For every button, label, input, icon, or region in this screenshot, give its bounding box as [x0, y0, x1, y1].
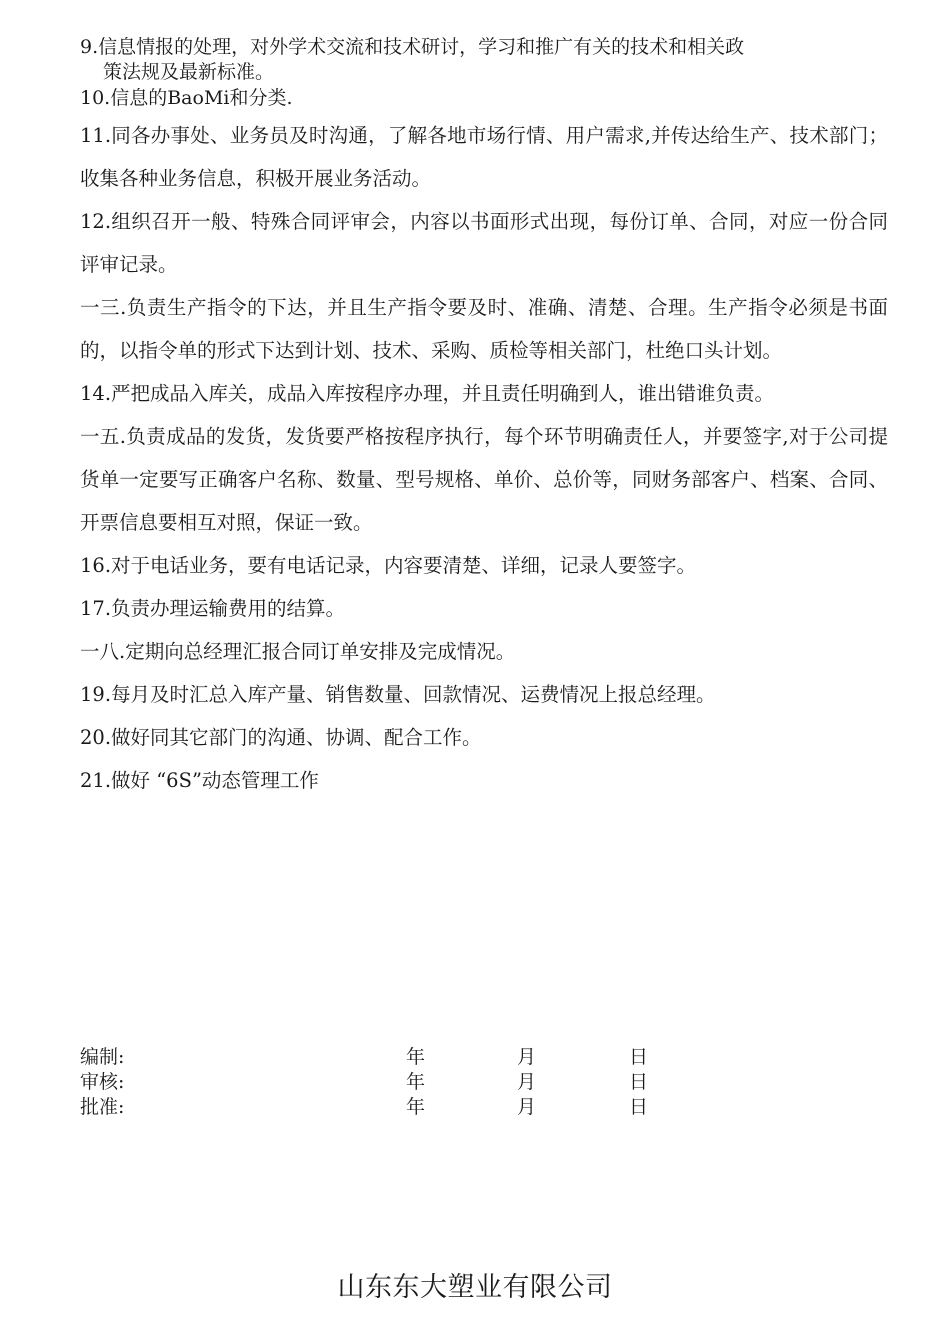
list-item: 21.做好 “6S”动态管理工作: [80, 769, 319, 792]
signoff-label: 批准:: [80, 1096, 125, 1118]
list-item: 一三.负责生产指令的下达，并且生产指令要及时、准确、清楚、合理。生产指令必须是书面的，以指令单的形式下达到计划、技术、采购、质检等相关部门，杜绝口头计划。: [80, 296, 888, 362]
signoff-day: 日: [629, 1071, 649, 1093]
list-item: 12.组织召开一般、特殊合同评审会，内容以书面形式出现，每份订单、合同，对应一份合同评审记录。: [80, 210, 888, 276]
signoff-month: 月: [517, 1046, 537, 1068]
signoff-month: 月: [517, 1071, 537, 1093]
signoff-row-compiled: [80, 1045, 680, 1070]
item-10: 10.信息的BaoMi和分类.: [80, 87, 293, 109]
company-name-footer: 山东东大塑业有限公司: [337, 1272, 613, 1303]
signoff-label: 编制:: [80, 1046, 125, 1068]
signoff-day: 日: [629, 1096, 649, 1118]
signoff-row-reviewed: [80, 1070, 680, 1095]
signoff-label: 审核:: [80, 1071, 125, 1093]
signoff-year: 年: [406, 1071, 426, 1093]
list-item: 20.做好同其它部门的沟通、协调、配合工作。: [80, 726, 482, 749]
signoff-year: 年: [406, 1096, 426, 1118]
list-item: 11.同各办事处、业务员及时沟通，了解各地市场行情、用户需求,并传达给生产、技术部门；收集各种业务信息，积极开展业务活动。: [80, 124, 888, 190]
item-9-line-1: 9.信息情报的处理，对外学术交流和技术研讨，学习和推广有关的技术和相关政: [80, 36, 745, 58]
list-item: 16.对于电话业务，要有电话记录，内容要清楚、详细，记录人要签字。: [80, 554, 697, 577]
item-9-line-2: 策法规及最新标准。: [103, 61, 275, 83]
list-item: 14.严把成品入库关，成品入库按程序办理，并且责任明确到人，谁出错谁负责。: [80, 382, 775, 405]
signoff-block: [80, 1045, 680, 1120]
signoff-row-approved: [80, 1095, 680, 1120]
signoff-month: 月: [517, 1096, 537, 1118]
list-item: 一八.定期向总经理汇报合同订单安排及完成情况。: [80, 640, 516, 663]
list-item: 17.负责办理运输费用的结算。: [80, 597, 346, 620]
duty-list: [80, 114, 888, 802]
list-item: 一五.负责成品的发货，发货要严格按程序执行，每个环节明确责任人，并要签字,对于公司提货单一定要写正确客户名称、数量、型号规格、单价、总价等，同财务部客户、档案、合同、开票信息要相互对照，保证一致。: [80, 425, 888, 534]
signoff-day: 日: [629, 1046, 649, 1068]
signoff-year: 年: [406, 1046, 426, 1068]
list-item: 19.每月及时汇总入库产量、销售数量、回款情况、运费情况上报总经理。: [80, 683, 716, 706]
